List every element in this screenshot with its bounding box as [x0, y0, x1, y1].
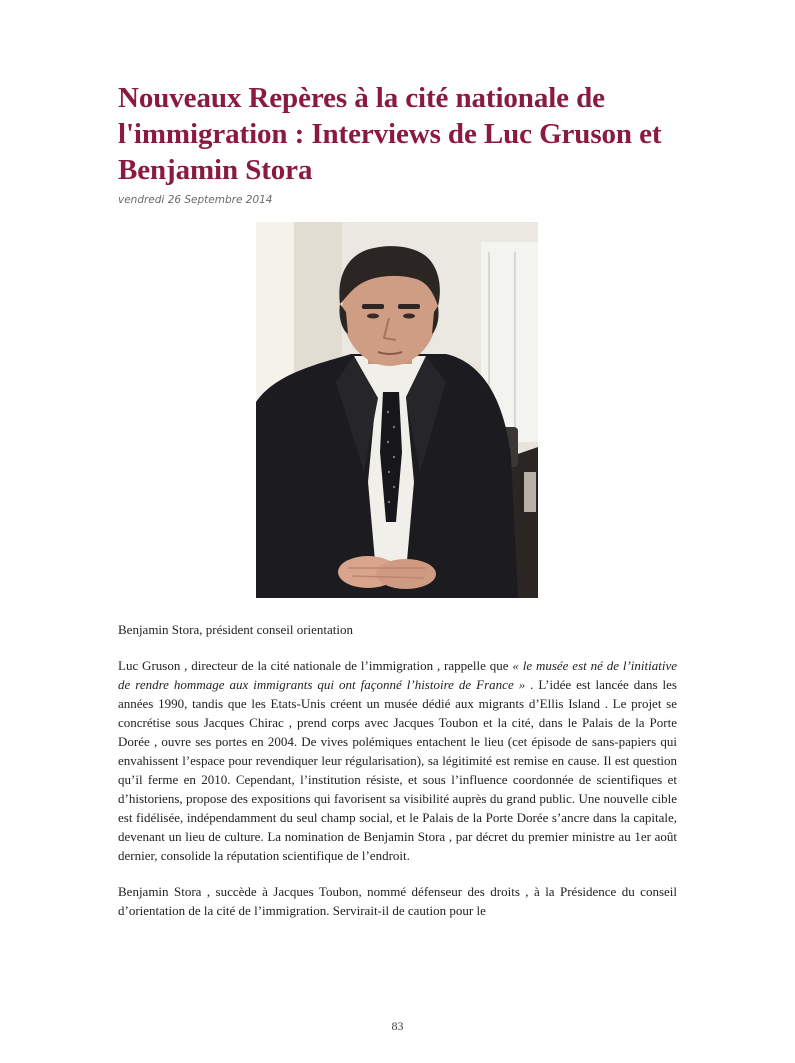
article-title: Nouveaux Repères à la cité nationale de l'immigration : Interviews de Luc Gruson et Benjamin Stora [118, 82, 662, 186]
article [118, 80, 677, 920]
paragraph-2: Benjamin Stora , succède à Jacques Toubon, nommé défenseur des droits , à la Présidence du conseil d’orientation de la cité de l’immigration. Servirait-il de caution pour le [118, 884, 677, 918]
paragraph-1 [118, 656, 677, 865]
paragraph-1-text-b: . L’idée est lancée dans les années 1990, tandis que les Etats-Unis créent un musée dédié aux migrants d’Ellis Island . Le projet se concrétise sous Jacques Chirac , prend corps avec Jacques Toubon et la cité, dans le Palais de la Porte Dorée , ouvre ses portes en 2004. De vives polémiques entachent le lieu (cet épisode de sans-papiers qui envahissent l’espace pour revendiquer leur régularisation), sa légitimité est remise en cause. Il est question qu’il ferme en 2010. Cependant, l’institution résiste, et sous l’influence coordonnée de scientifiques et d’historiens, propose des expositions qui favorisent sa visibilité auprès du grand public. Une nouvelle cible est fidélisée, indépendamment du seul champ social, et le Palais de la Porte Dorée s’ancre dans la capitale, devenant un lieu de culture. La nomination de Benjamin Stora , par décret du premier ministre au 1er août dernier, consolide la réputation scientifique de l’endroit. [118, 677, 677, 863]
photo-container [117, 222, 677, 598]
photo-caption: Benjamin Stora, président conseil orientation [118, 622, 354, 637]
portrait-photo [256, 222, 538, 598]
page-number: 83 [391, 1019, 404, 1033]
paragraph-1-quote: « le musée est né de l’initiative de rendre hommage aux immigrants qui ont façonné l’histoire de France » [118, 658, 677, 692]
article-date: vendredi 26 Septembre 2014 [118, 194, 273, 206]
paragraph-1-text-a: Luc Gruson , directeur de la cité nationale de l’immigration , rappelle que [118, 658, 513, 673]
